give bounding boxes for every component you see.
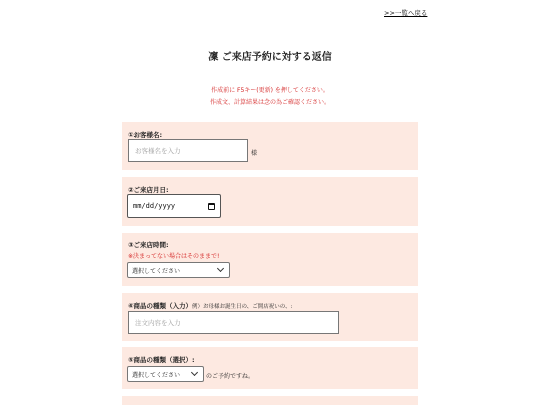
product-input-field[interactable]: 注文内容を入力 <box>128 311 339 334</box>
visit-date-value: mm/dd/yyyy <box>133 202 176 210</box>
section-next <box>122 396 418 405</box>
customer-name-label: ①お客様名: <box>128 131 163 139</box>
page-title: 凜 ご来店予約に対する返信 <box>208 52 332 63</box>
chevron-down-icon <box>217 265 224 272</box>
notice-confirm: 作成文、計算結果は念の為ご確認ください。 <box>209 99 330 106</box>
product-input-title: ④商品の種類（入力） <box>128 302 193 310</box>
honorific-suffix: 様 <box>251 150 258 157</box>
visit-time-label: ③ご来店時間: <box>128 241 169 249</box>
section-product-input <box>122 293 418 341</box>
chevron-down-icon <box>191 369 198 376</box>
customer-name-input[interactable]: お客様名を入力 <box>128 139 248 162</box>
visit-time-note: ※決まってない場合はそのままで! <box>128 253 220 260</box>
calendar-icon[interactable] <box>208 203 215 210</box>
visit-time-select[interactable] <box>127 262 230 278</box>
section-product-select <box>122 347 418 389</box>
visit-date-label: ②ご来店月日: <box>128 186 169 194</box>
visit-time-selected: 選択してください <box>132 267 181 275</box>
product-select-label: ⑤商品の種類（選択）: <box>128 356 195 364</box>
notice-refresh: 作成前に F5キー(更新) を押してください。 <box>211 87 329 94</box>
section-visit-time <box>122 233 418 286</box>
section-visit-date <box>122 177 418 226</box>
product-select-dropdown[interactable] <box>127 366 204 382</box>
product-select-selected: 選択してください <box>132 371 181 379</box>
section-customer-name <box>122 122 418 170</box>
product-input-hint: 例）お母様お誕生日の、ご開店祝いの、: <box>192 304 293 310</box>
product-input-label <box>128 301 292 310</box>
back-to-list-link[interactable]: >>一覧へ戻る <box>384 9 428 17</box>
visit-date-input[interactable] <box>127 194 221 218</box>
product-select-suffix: のご予約ですね。 <box>206 373 255 380</box>
